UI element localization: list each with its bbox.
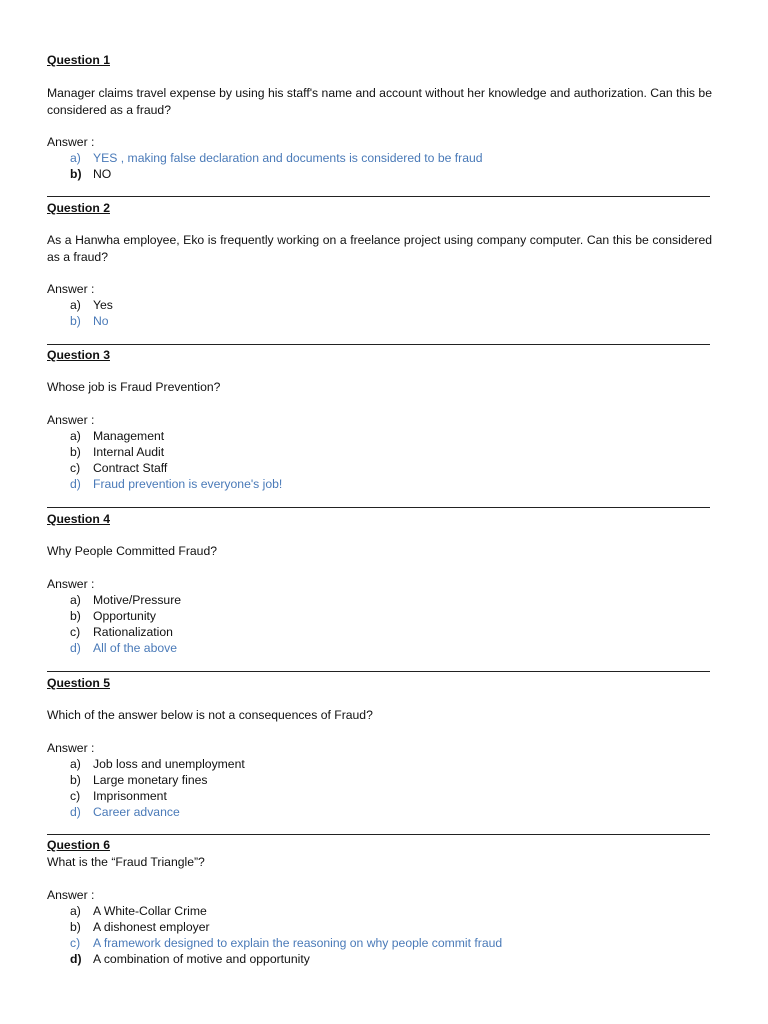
option-letter: d) [70, 805, 81, 820]
answer-option [47, 444, 712, 460]
option-letter: c) [70, 788, 81, 803]
answer-option [47, 772, 712, 788]
answer-option [47, 476, 712, 492]
option-text: A dishonest employer [93, 919, 210, 934]
divider-line [47, 507, 710, 508]
option-text: A framework designed to explain the reasoning on why people commit fraud [93, 935, 503, 950]
answer-option [47, 903, 712, 919]
divider-line [47, 344, 710, 345]
option-text: All of the above [93, 641, 178, 656]
answer-option [47, 804, 712, 820]
question-text: Manager claims travel expense by using his staff's name and account without her knowledge and authorization. Can this be considered as a fraud? [47, 86, 712, 117]
option-letter: d) [70, 952, 82, 967]
answer-option [47, 608, 712, 624]
question-6 [47, 837, 712, 967]
question-1 [47, 52, 712, 182]
option-text: NO [93, 167, 112, 182]
question-5 [47, 675, 712, 820]
answer-option [47, 150, 712, 166]
question-text: Whose job is Fraud Prevention? [47, 380, 221, 394]
answer-label: Answer : [47, 887, 95, 902]
question-text: What is the “Fraud Triangle”? [47, 855, 205, 869]
answer-option [47, 640, 712, 656]
option-letter: c) [70, 624, 81, 639]
option-text: Contract Staff [93, 460, 168, 475]
option-letter: a) [70, 428, 81, 443]
option-text: Job loss and unemployment [93, 756, 245, 771]
question-4 [47, 511, 712, 656]
option-text: Large monetary fines [93, 772, 208, 787]
option-letter: a) [70, 592, 81, 607]
question-title: Question 6 [47, 838, 110, 852]
answer-options [47, 428, 712, 493]
question-title: Question 3 [47, 348, 110, 362]
option-letter: a) [70, 151, 81, 165]
divider-line [47, 196, 710, 197]
answer-options [47, 756, 712, 821]
option-letter: c) [70, 935, 81, 950]
question-title: Question 5 [47, 676, 110, 690]
option-letter: b) [70, 919, 81, 934]
option-letter: b) [70, 314, 81, 329]
option-text: Management [93, 428, 165, 443]
question-2 [47, 200, 712, 329]
divider-line [47, 834, 710, 835]
option-text: Internal Audit [93, 444, 165, 459]
answer-option [47, 592, 712, 608]
question-text: Which of the answer below is not a consequences of Fraud? [47, 708, 373, 722]
answer-option [47, 788, 712, 804]
option-text: Rationalization [93, 624, 173, 639]
question-3 [47, 347, 712, 492]
option-text: Career advance [93, 805, 180, 820]
option-letter: c) [70, 460, 81, 475]
answer-options [47, 903, 712, 968]
answer-option [47, 297, 712, 313]
answer-label: Answer : [47, 740, 95, 755]
answer-option [47, 428, 712, 444]
answer-options [47, 150, 712, 182]
option-text: Fraud prevention is everyone's job! [93, 477, 283, 492]
answer-option [47, 919, 712, 935]
option-text: YES , making false declaration and documents is considered to be fraud [93, 151, 483, 165]
option-letter: d) [70, 477, 81, 492]
answer-option [47, 935, 712, 951]
option-text: No [93, 314, 109, 329]
option-letter: b) [70, 444, 81, 459]
answer-option [47, 951, 712, 967]
answer-option [47, 313, 712, 329]
option-text: A combination of motive and opportunity [93, 952, 310, 967]
answer-option [47, 756, 712, 772]
option-text: Imprisonment [93, 788, 167, 803]
divider-line [47, 671, 710, 672]
option-letter: a) [70, 903, 81, 918]
option-letter: a) [70, 298, 81, 312]
question-title: Question 1 [47, 53, 110, 67]
answer-option [47, 460, 712, 476]
answer-label: Answer : [47, 412, 95, 427]
option-letter: b) [70, 608, 81, 623]
option-letter: d) [70, 641, 81, 656]
option-letter: b) [70, 772, 81, 787]
option-text: Opportunity [93, 608, 157, 623]
option-text: A White-Collar Crime [93, 903, 207, 918]
answer-options [47, 592, 712, 657]
option-letter: a) [70, 756, 81, 771]
answer-label: Answer : [47, 282, 95, 296]
question-title: Question 4 [47, 512, 110, 526]
question-text: Why People Committed Fraud? [47, 544, 218, 558]
question-title: Question 2 [47, 201, 110, 215]
option-letter: b) [70, 167, 82, 182]
option-text: Motive/Pressure [93, 592, 182, 607]
answer-label: Answer : [47, 135, 95, 149]
option-text: Yes [93, 298, 113, 312]
answer-option [47, 166, 712, 182]
question-text: As a Hanwha employee, Eko is frequently working on a freelance project using company computer. Can this be considered as a fraud? [47, 233, 712, 264]
answer-option [47, 624, 712, 640]
answer-options [47, 297, 712, 329]
answer-label: Answer : [47, 576, 95, 591]
